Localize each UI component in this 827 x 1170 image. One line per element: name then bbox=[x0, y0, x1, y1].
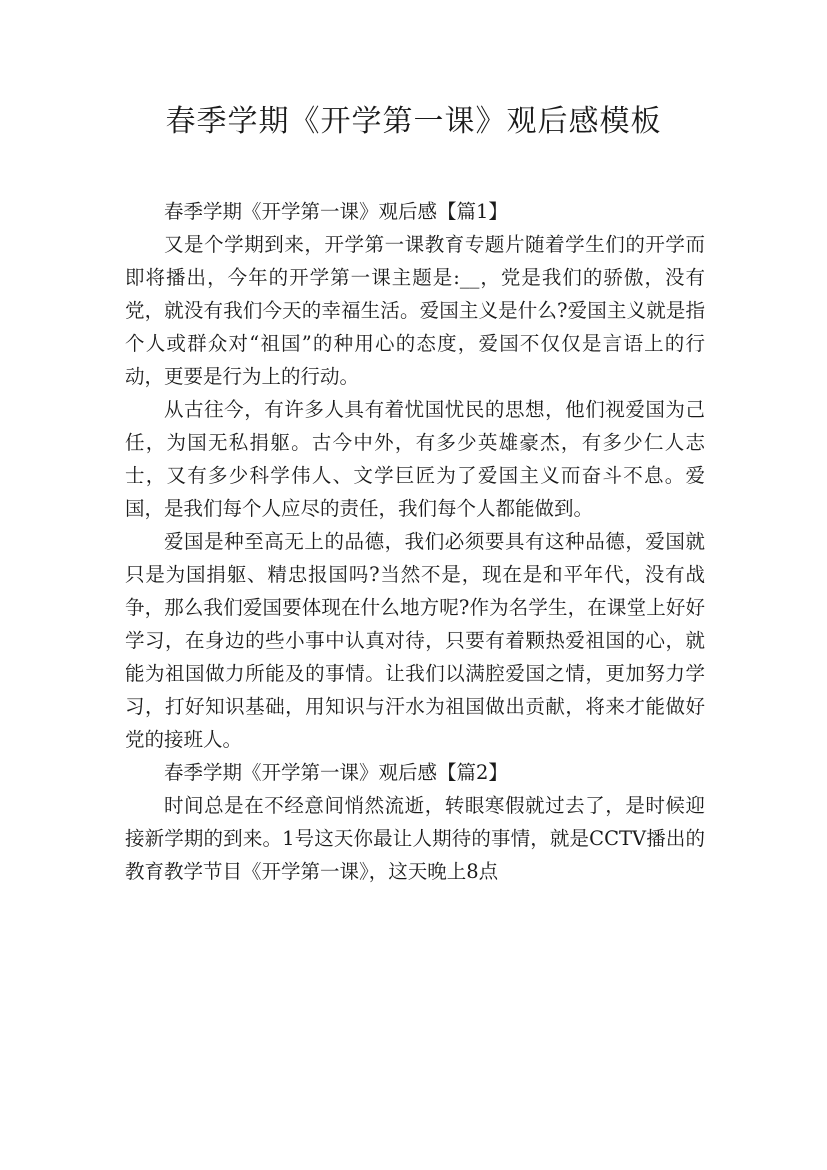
paragraph-1: 又是个学期到来，开学第一课教育专题片随着学生们的开学而即将播出，今年的开学第一课主题是:__，党是我们的骄傲，没有党，就没有我们今天的幸福生活。爱国主义是什么?爱国主义就是指个人或群众对“祖国”的种用心的态度，爱国不仅仅是言语上的行动，更要是行为上的行动。 bbox=[125, 233, 705, 388]
document-body bbox=[125, 195, 705, 888]
paragraph-4: 时间总是在不经意间悄然流逝，转眼寒假就过去了，是时候迎接新学期的到来。1号这天你最让人期待的事情，就是CCTV播出的教育教学节目《开学第一课》，这天晚上8点 bbox=[125, 794, 705, 883]
section-heading-2: 春季学期《开学第一课》观后感【篇2】 bbox=[164, 761, 508, 784]
paragraph-2: 从古往今，有许多人具有着忧国忧民的思想，他们视爱国为己任，为国无私捐躯。古今中外，有多少英雄豪杰，有多少仁人志士，又有多少科学伟人、文学巨匠为了爱国主义而奋斗不息。爱国，是我们每个人应尽的责任，我们每个人都能做到。 bbox=[125, 398, 705, 520]
paragraph-3: 爱国是种至高无上的品德，我们必须要具有这种品德，爱国就只是为国捐躯、精忠报国吗?当然不是，现在是和平年代，没有战争，那么我们爱国要体现在什么地方呢?作为名学生，在课堂上好好学习，在身边的些小事中认真对待，只要有着颗热爱祖国的心，就能为祖国做力所能及的事情。让我们以满腔爱国之情，更加努力学习，打好知识基础，用知识与汗水为祖国做出贡献，将来才能做好党的接班人。 bbox=[125, 530, 705, 751]
section-heading-1: 春季学期《开学第一课》观后感【篇1】 bbox=[164, 200, 508, 223]
document-title: 春季学期《开学第一课》观后感模板 bbox=[165, 104, 662, 139]
